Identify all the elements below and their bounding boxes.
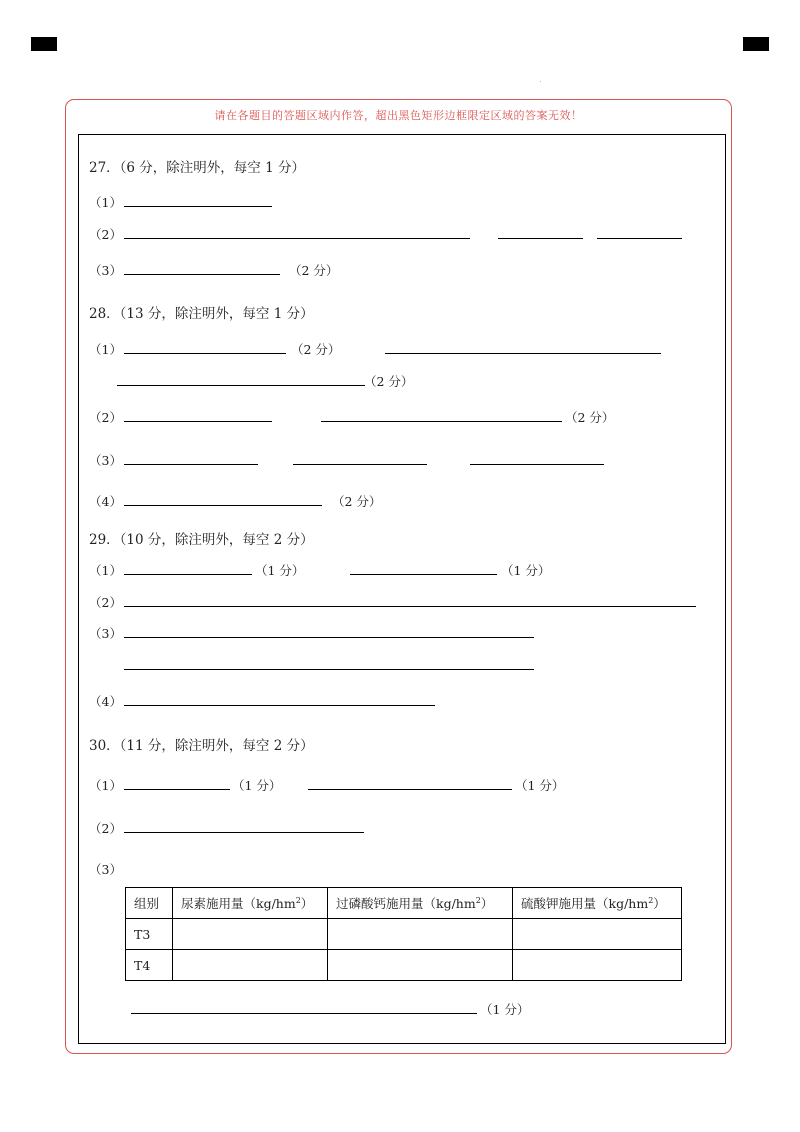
score-note: （2 分） [289, 263, 339, 278]
score-note: （1 分） [255, 563, 305, 578]
q27-p1-label: （1） [89, 195, 122, 210]
answer-line[interactable] [124, 574, 252, 575]
answer-line[interactable] [131, 1013, 477, 1014]
answer-line[interactable] [124, 705, 435, 706]
table-cell[interactable] [513, 950, 682, 981]
q29-p2-label: （2） [89, 595, 122, 610]
answer-line[interactable] [321, 421, 562, 422]
table-cell[interactable] [328, 950, 513, 981]
answer-line[interactable] [385, 353, 661, 354]
table-cell: T4 [126, 950, 173, 981]
answer-line[interactable] [124, 505, 322, 506]
answer-line[interactable] [124, 238, 470, 239]
table-header-cell: 组别 [126, 888, 173, 919]
q27-p3-label: （3） [89, 263, 122, 278]
q30-p1-label: （1） [89, 778, 122, 793]
q30-p2-label: （2） [89, 821, 122, 836]
q28-p2-label: （2） [89, 410, 122, 425]
score-note: （1 分） [480, 1002, 530, 1017]
score-note: （1 分） [232, 778, 282, 793]
dot [540, 81, 541, 82]
table-row [126, 950, 682, 981]
answer-line[interactable] [124, 464, 258, 465]
table-cell[interactable] [173, 919, 328, 950]
q28-p4-label: （4） [89, 494, 122, 509]
answer-line[interactable] [124, 353, 286, 354]
table-cell[interactable] [173, 950, 328, 981]
table-header-cell: 过磷酸钙施用量$(kg/hm^2)$ [328, 888, 513, 919]
answer-line[interactable] [597, 238, 682, 239]
answer-line[interactable] [117, 385, 365, 386]
q29-p4-label: （4） [89, 694, 122, 709]
answer-line[interactable] [124, 421, 272, 422]
score-note: （2 分） [364, 374, 414, 389]
table-header-cell: 尿素施用量$(kg/hm^2)$ [173, 888, 328, 919]
table-header-cell: 硫酸钾施用量$(kg/hm^2)$ [513, 888, 682, 919]
answer-line[interactable] [124, 669, 534, 670]
answer-line[interactable] [308, 789, 512, 790]
q27-title: 27．（6 分，除注明外，每空 1 分） [89, 160, 305, 176]
answer-line[interactable] [293, 464, 427, 465]
score-note: （2 分） [332, 494, 382, 509]
answer-line[interactable] [124, 789, 230, 790]
warning-text: 请在各题目的答题区域内作答，超出黑色矩形边框限定区域的答案无效！ [214, 109, 583, 122]
fertilizer-table [125, 887, 682, 981]
answer-line[interactable] [350, 574, 497, 575]
answer-line[interactable] [124, 206, 272, 207]
q30-p3-label: （3） [89, 862, 122, 877]
table-row [126, 919, 682, 950]
q28-p3-label: （3） [89, 453, 122, 468]
q29-title: 29．（10 分，除注明外，每空 2 分） [89, 532, 314, 548]
q28-title: 28．（13 分，除注明外，每空 1 分） [89, 306, 314, 322]
answer-line[interactable] [124, 274, 280, 275]
alignment-mark-right [743, 37, 769, 51]
answer-line[interactable] [124, 606, 696, 607]
score-note: （2 分） [565, 410, 615, 425]
score-note: （2 分） [291, 342, 341, 357]
q30-title: 30．（11 分，除注明外，每空 2 分） [89, 738, 314, 754]
score-note: （1 分） [515, 778, 565, 793]
table-cell: T3 [126, 919, 173, 950]
score-note: （1 分） [501, 563, 551, 578]
answer-line[interactable] [124, 832, 364, 833]
q27-p2-label: （2） [89, 227, 122, 242]
table-header-row [126, 888, 682, 919]
answer-line[interactable] [498, 238, 583, 239]
table-cell[interactable] [328, 919, 513, 950]
alignment-mark-left [31, 37, 57, 51]
table-cell[interactable] [513, 919, 682, 950]
answer-line[interactable] [470, 464, 604, 465]
answer-line[interactable] [124, 637, 534, 638]
q29-p3-label: （3） [89, 626, 122, 641]
q28-p1-label: （1） [89, 342, 122, 357]
q29-p1-label: （1） [89, 563, 122, 578]
